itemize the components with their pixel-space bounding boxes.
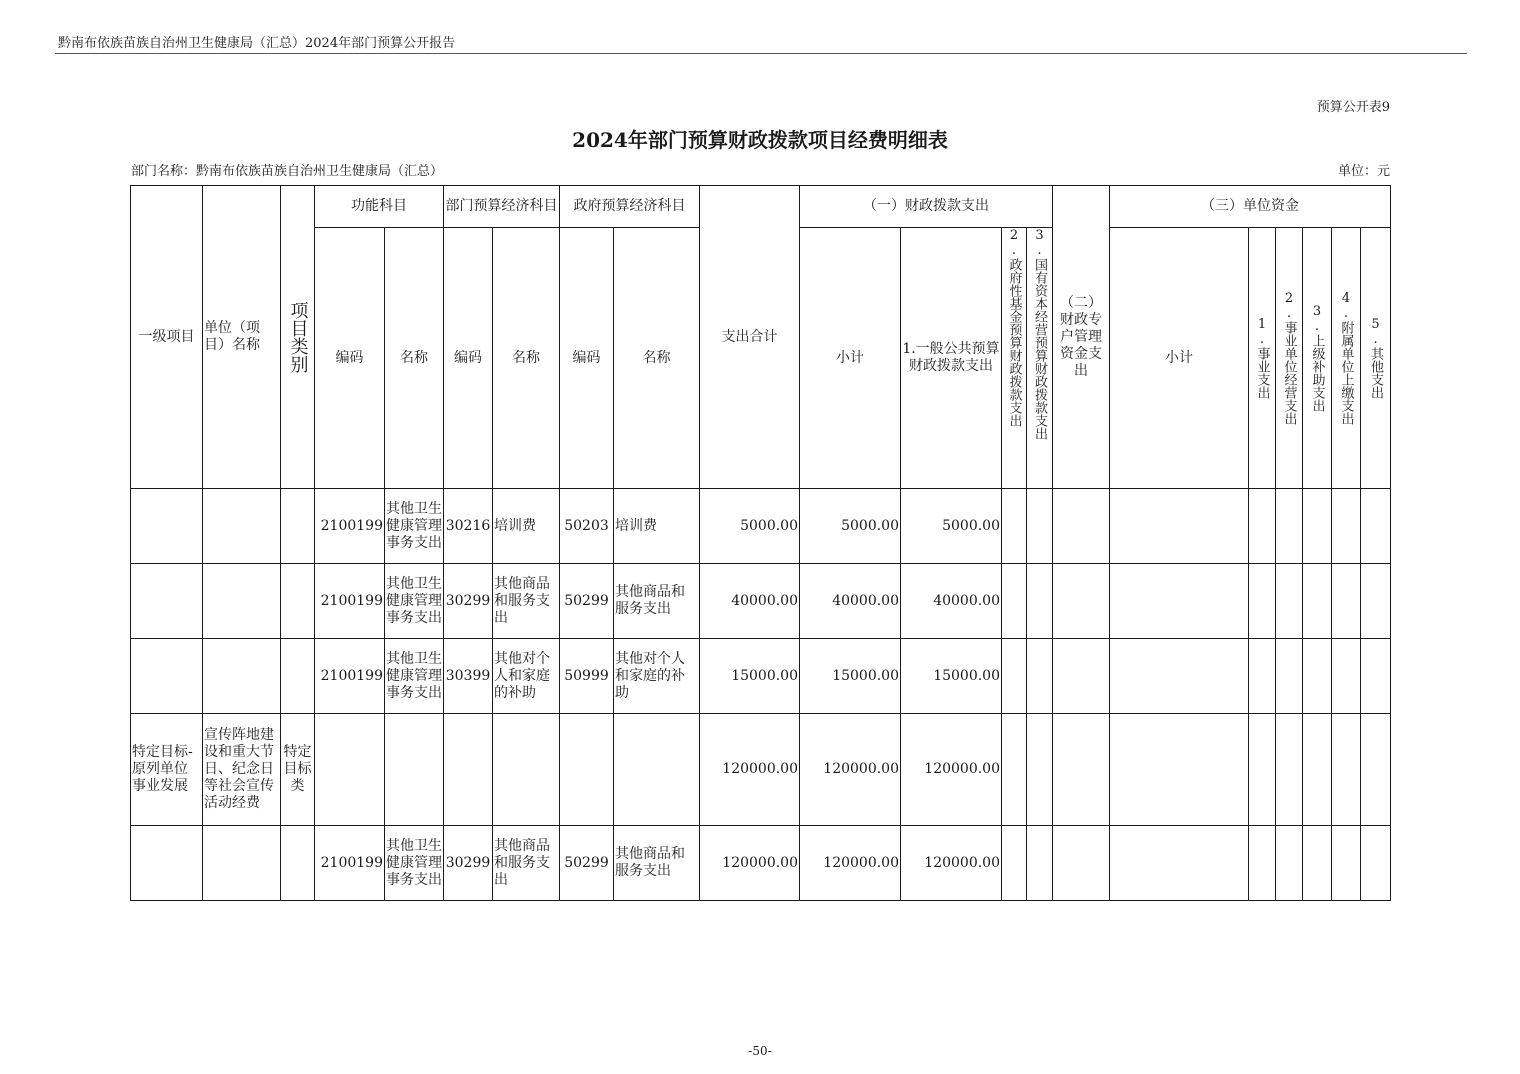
header-level1: 一级项目 <box>131 186 203 489</box>
cell-fiscal-subtotal: 120000.00 <box>800 826 901 901</box>
cell-empty <box>1332 714 1361 826</box>
cell-empty <box>1303 714 1332 826</box>
header-general-budget: 1.一般公共预算财政拨款支出 <box>901 228 1002 489</box>
cell-empty <box>1361 564 1391 639</box>
header-u4-text: 4.附属单位上缴支出 <box>1338 291 1354 425</box>
header-state-capital <box>1027 228 1053 489</box>
page-title: 2024年部门预算财政拨款项目经费明细表 <box>572 128 948 152</box>
header-func-name: 名称 <box>385 228 444 489</box>
table-row <box>131 714 1391 826</box>
cell-empty <box>1276 489 1303 564</box>
cell-func-code: 2100199 <box>315 489 385 564</box>
cell-total: 40000.00 <box>700 564 800 639</box>
cell-dept-code: 30216 <box>444 489 493 564</box>
cell-dept-code: 30399 <box>444 639 493 714</box>
header-u3 <box>1303 228 1332 489</box>
cell-empty <box>1361 826 1391 901</box>
cell-total: 15000.00 <box>700 639 800 714</box>
cell-empty <box>1053 714 1110 826</box>
currency-unit: 单位：元 <box>1337 164 1390 179</box>
cell-empty <box>1053 489 1110 564</box>
cell-empty <box>1332 639 1361 714</box>
cell-empty <box>1053 826 1110 901</box>
cell-fiscal-subtotal: 120000.00 <box>800 714 901 826</box>
cell-gov-name: 其他商品和服务支出 <box>614 826 700 901</box>
cell-gov-code: 50299 <box>560 826 614 901</box>
cell-func-name: 其他卫生健康管理事务支出 <box>385 564 444 639</box>
cell-empty <box>1332 564 1361 639</box>
cell-gov-name: 其他商品和服务支出 <box>614 564 700 639</box>
cell-unit-name <box>203 639 281 714</box>
table-row <box>131 639 1391 714</box>
cell-dept-name: 其他对个人和家庭的补助 <box>493 639 560 714</box>
cell-total: 120000.00 <box>700 714 800 826</box>
cell-project-type <box>281 826 315 901</box>
cell-empty <box>1027 639 1053 714</box>
table-row <box>131 826 1391 901</box>
cell-unit-name <box>203 826 281 901</box>
cell-total: 120000.00 <box>700 826 800 901</box>
cell-gov-name: 培训费 <box>614 489 700 564</box>
cell-general-budget: 5000.00 <box>901 489 1002 564</box>
cell-level1 <box>131 826 203 901</box>
header-func-code: 编码 <box>315 228 385 489</box>
cell-empty <box>1303 826 1332 901</box>
cell-empty <box>1249 564 1276 639</box>
cell-general-budget: 15000.00 <box>901 639 1002 714</box>
cell-empty <box>1002 826 1027 901</box>
header-dept-code: 编码 <box>444 228 493 489</box>
cell-general-budget: 120000.00 <box>901 826 1002 901</box>
cell-empty <box>1276 826 1303 901</box>
header-u5-text: 5.其他支出 <box>1368 317 1384 399</box>
cell-empty <box>1361 489 1391 564</box>
cell-empty <box>1249 714 1276 826</box>
header-dept-name: 名称 <box>493 228 560 489</box>
running-title: 黔南布依族苗族自治州卫生健康局（汇总）2024年部门预算公开报告 <box>58 36 456 51</box>
cell-empty <box>1361 639 1391 714</box>
cell-dept-name: 培训费 <box>493 489 560 564</box>
cell-empty <box>1002 639 1027 714</box>
cell-level1 <box>131 639 203 714</box>
cell-empty <box>1110 639 1249 714</box>
header-gov-econ-subject: 政府预算经济科目 <box>560 186 700 228</box>
cell-empty <box>1110 714 1249 826</box>
cell-gov-code <box>560 714 614 826</box>
cell-gov-code: 50299 <box>560 564 614 639</box>
cell-empty <box>1002 489 1027 564</box>
cell-fiscal-subtotal: 5000.00 <box>800 489 901 564</box>
cell-empty <box>1276 714 1303 826</box>
cell-func-name: 其他卫生健康管理事务支出 <box>385 639 444 714</box>
cell-func-name <box>385 714 444 826</box>
cell-empty <box>1027 826 1053 901</box>
cell-empty <box>1002 714 1027 826</box>
cell-empty <box>1110 489 1249 564</box>
header-u4 <box>1332 228 1361 489</box>
header-dept-econ-subject: 部门预算经济科目 <box>444 186 560 228</box>
cell-fiscal-subtotal: 40000.00 <box>800 564 901 639</box>
header-unit-funds-group: （三）单位资金 <box>1110 186 1391 228</box>
cell-empty <box>1249 489 1276 564</box>
header-u1 <box>1249 228 1276 489</box>
cell-unit-name <box>203 489 281 564</box>
cell-empty <box>1303 639 1332 714</box>
form-number: 预算公开表9 <box>1316 100 1390 115</box>
cell-gov-name <box>614 714 700 826</box>
page-number: -50- <box>748 1044 772 1058</box>
header-function-subject: 功能科目 <box>315 186 444 228</box>
cell-func-code <box>315 714 385 826</box>
cell-gov-code: 50999 <box>560 639 614 714</box>
cell-empty <box>1276 564 1303 639</box>
cell-dept-name: 其他商品和服务支出 <box>493 564 560 639</box>
cell-level1 <box>131 564 203 639</box>
cell-func-name: 其他卫生健康管理事务支出 <box>385 826 444 901</box>
cell-empty <box>1276 639 1303 714</box>
cell-empty <box>1249 826 1276 901</box>
cell-unit-name: 宣传阵地建设和重大节日、纪念日等社会宣传活动经费 <box>203 714 281 826</box>
cell-func-code: 2100199 <box>315 639 385 714</box>
cell-empty <box>1249 639 1276 714</box>
cell-dept-name <box>493 714 560 826</box>
header-u1-text: 1.事业支出 <box>1254 317 1270 399</box>
cell-empty <box>1002 564 1027 639</box>
header-unit-name: 单位（项目）名称 <box>203 186 281 489</box>
header-project-type-text: 项目类别 <box>287 301 309 373</box>
header-state-capital-text: 3.国有资本经营预算财政拨款支出 <box>1032 228 1047 440</box>
cell-level1 <box>131 489 203 564</box>
header-row-1 <box>131 186 1391 228</box>
cell-func-name: 其他卫生健康管理事务支出 <box>385 489 444 564</box>
header-special-account: （二）财政专户管理资金支出 <box>1053 186 1110 489</box>
cell-empty <box>1027 714 1053 826</box>
cell-empty <box>1332 826 1361 901</box>
cell-gov-name: 其他对个人和家庭的补助 <box>614 639 700 714</box>
header-gov-fund <box>1002 228 1027 489</box>
cell-empty <box>1053 639 1110 714</box>
header-fiscal-group: （一）财政拨款支出 <box>800 186 1053 228</box>
header-gov-fund-text: 2.政府性基金预算财政拨款支出 <box>1006 228 1022 427</box>
cell-dept-code: 30299 <box>444 564 493 639</box>
header-rule <box>55 53 1467 54</box>
cell-project-type <box>281 639 315 714</box>
cell-total: 5000.00 <box>700 489 800 564</box>
cell-empty <box>1027 564 1053 639</box>
cell-gov-code: 50203 <box>560 489 614 564</box>
header-total: 支出合计 <box>700 186 800 489</box>
header-gov-name: 名称 <box>614 228 700 489</box>
table-row <box>131 489 1391 564</box>
cell-empty <box>1110 564 1249 639</box>
cell-general-budget: 40000.00 <box>901 564 1002 639</box>
cell-project-type <box>281 564 315 639</box>
header-unit-subtotal: 小计 <box>1110 228 1249 489</box>
cell-general-budget: 120000.00 <box>901 714 1002 826</box>
header-project-type <box>281 186 315 489</box>
cell-dept-code: 30299 <box>444 826 493 901</box>
cell-func-code: 2100199 <box>315 826 385 901</box>
cell-empty <box>1303 564 1332 639</box>
header-fiscal-subtotal: 小计 <box>800 228 901 489</box>
budget-detail-table <box>130 185 1391 901</box>
header-gov-code: 编码 <box>560 228 614 489</box>
cell-unit-name <box>203 564 281 639</box>
cell-dept-code <box>444 714 493 826</box>
cell-empty <box>1110 826 1249 901</box>
cell-empty <box>1027 489 1053 564</box>
cell-dept-name: 其他商品和服务支出 <box>493 826 560 901</box>
cell-empty <box>1053 564 1110 639</box>
cell-func-code: 2100199 <box>315 564 385 639</box>
cell-project-type <box>281 489 315 564</box>
table-row <box>131 564 1391 639</box>
header-u3-text: 3.上级补助支出 <box>1309 304 1325 412</box>
header-u2-text: 2.事业单位经营支出 <box>1281 291 1297 425</box>
header-u5 <box>1361 228 1391 489</box>
cell-empty <box>1361 714 1391 826</box>
cell-fiscal-subtotal: 15000.00 <box>800 639 901 714</box>
cell-level1: 特定目标-原列单位事业发展 <box>131 714 203 826</box>
header-u2 <box>1276 228 1303 489</box>
cell-empty <box>1303 489 1332 564</box>
department-name: 部门名称：黔南布依族苗族自治州卫生健康局（汇总） <box>131 164 444 179</box>
cell-project-type: 特定目标类 <box>281 714 315 826</box>
cell-empty <box>1332 489 1361 564</box>
